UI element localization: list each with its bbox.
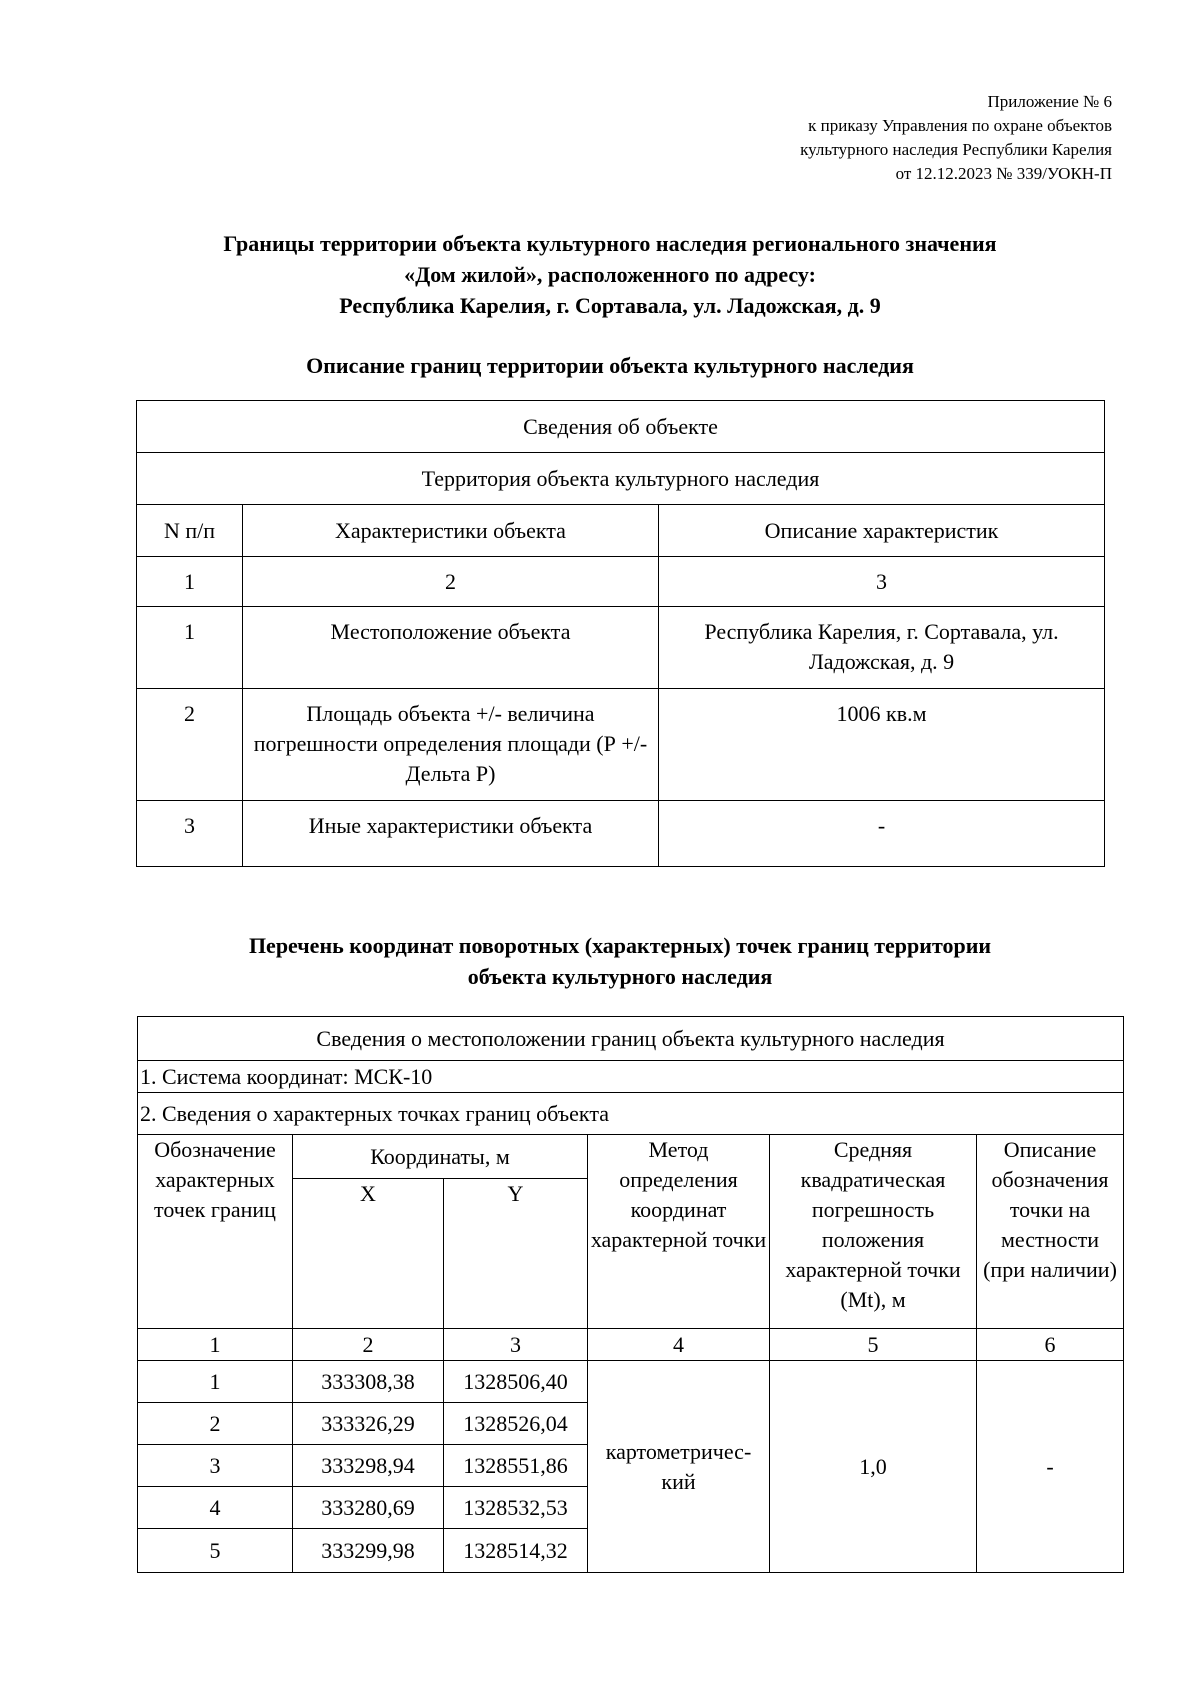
- title-line: объекта культурного наследия: [467, 964, 773, 989]
- table-subheader: Территория объекта культурного наследия: [137, 453, 1105, 505]
- point-y: 1328506,40: [444, 1361, 588, 1403]
- row-number: 3: [137, 801, 243, 867]
- title-line: «Дом жилой», расположенного по адресу:: [404, 262, 816, 287]
- title-line: Республика Карелия, г. Сортавала, ул. Ладожская, д. 9: [339, 293, 881, 318]
- column-number: 1: [138, 1329, 293, 1361]
- coordinates-section-title: [120, 930, 1120, 992]
- column-number: 4: [588, 1329, 770, 1361]
- appendix-line: к приказу Управления по охране объектов: [808, 116, 1112, 135]
- point-y: 1328532,53: [444, 1487, 588, 1529]
- point-x: 333308,38: [293, 1361, 444, 1403]
- row-characteristic: Площадь объекта +/- величина погрешности определения площади (Р +/- Дельта Р): [243, 689, 659, 801]
- point-y: 1328526,04: [444, 1403, 588, 1445]
- point-x: 333326,29: [293, 1403, 444, 1445]
- error-value: 1,0: [770, 1361, 977, 1573]
- title-line: Границы территории объекта культурного наследия регионального значения: [223, 231, 997, 256]
- column-header-designation: Обозначение характерных точек границ: [138, 1135, 293, 1329]
- appendix-line: культурного наследия Республики Карелия: [800, 140, 1112, 159]
- appendix-line: Приложение № 6: [987, 92, 1112, 111]
- table-row: [137, 689, 1105, 801]
- point-number: 5: [138, 1529, 293, 1573]
- point-number: 2: [138, 1403, 293, 1445]
- appendix-header: [592, 90, 1112, 186]
- row-characteristic: Иные характеристики объекта: [243, 801, 659, 867]
- description-value: -: [977, 1361, 1124, 1573]
- row-number: 2: [137, 689, 243, 801]
- row-description: -: [659, 801, 1105, 867]
- column-header: Описание характеристик: [659, 505, 1105, 557]
- method-value: картометричес-кий: [588, 1361, 770, 1573]
- column-header-x: X: [293, 1179, 444, 1329]
- column-number: 2: [243, 557, 659, 607]
- row-number: 1: [137, 607, 243, 689]
- object-info-table: [136, 400, 1105, 867]
- row-description: Республика Карелия, г. Сортавала, ул. Ладожская, д. 9: [659, 607, 1105, 689]
- table-row: [138, 1361, 1124, 1403]
- column-header-method: Метод определения координат характерной точки: [588, 1135, 770, 1329]
- column-header-coordinates: Координаты, м: [293, 1135, 588, 1179]
- row-characteristic: Местоположение объекта: [243, 607, 659, 689]
- point-y: 1328551,86: [444, 1445, 588, 1487]
- point-y: 1328514,32: [444, 1529, 588, 1573]
- point-x: 333280,69: [293, 1487, 444, 1529]
- table-row: [137, 607, 1105, 689]
- coordinate-system: 1. Система координат: МСК-10: [138, 1061, 1124, 1093]
- column-number: 1: [137, 557, 243, 607]
- column-number: 3: [659, 557, 1105, 607]
- column-header-error: Средняя квадратическая погрешность положения характерной точки (Mt), м: [770, 1135, 977, 1329]
- point-number: 1: [138, 1361, 293, 1403]
- point-x: 333299,98: [293, 1529, 444, 1573]
- point-number: 3: [138, 1445, 293, 1487]
- column-header: Характеристики объекта: [243, 505, 659, 557]
- column-header-y: Y: [444, 1179, 588, 1329]
- column-number: 3: [444, 1329, 588, 1361]
- point-x: 333298,94: [293, 1445, 444, 1487]
- column-number: 6: [977, 1329, 1124, 1361]
- row-description: 1006 кв.м: [659, 689, 1105, 801]
- points-info: 2. Сведения о характерных точках границ объекта: [138, 1093, 1124, 1135]
- column-number: 5: [770, 1329, 977, 1361]
- title-line: Перечень координат поворотных (характерных) точек границ территории: [248, 933, 992, 958]
- appendix-line: от 12.12.2023 № 339/УОКН-П: [895, 164, 1112, 183]
- point-number: 4: [138, 1487, 293, 1529]
- column-header-description: Описание обозначения точки на местности (при наличии): [977, 1135, 1124, 1329]
- column-header: N п/п: [137, 505, 243, 557]
- document-title: [120, 228, 1100, 321]
- section-title: Описание границ территории объекта культурного наследия: [306, 353, 914, 378]
- column-number: 2: [293, 1329, 444, 1361]
- table-header: Сведения о местоположении границ объекта культурного наследия: [138, 1017, 1124, 1061]
- coordinates-table: [137, 1016, 1124, 1573]
- table-header: Сведения об объекте: [137, 401, 1105, 453]
- table-row: [137, 801, 1105, 867]
